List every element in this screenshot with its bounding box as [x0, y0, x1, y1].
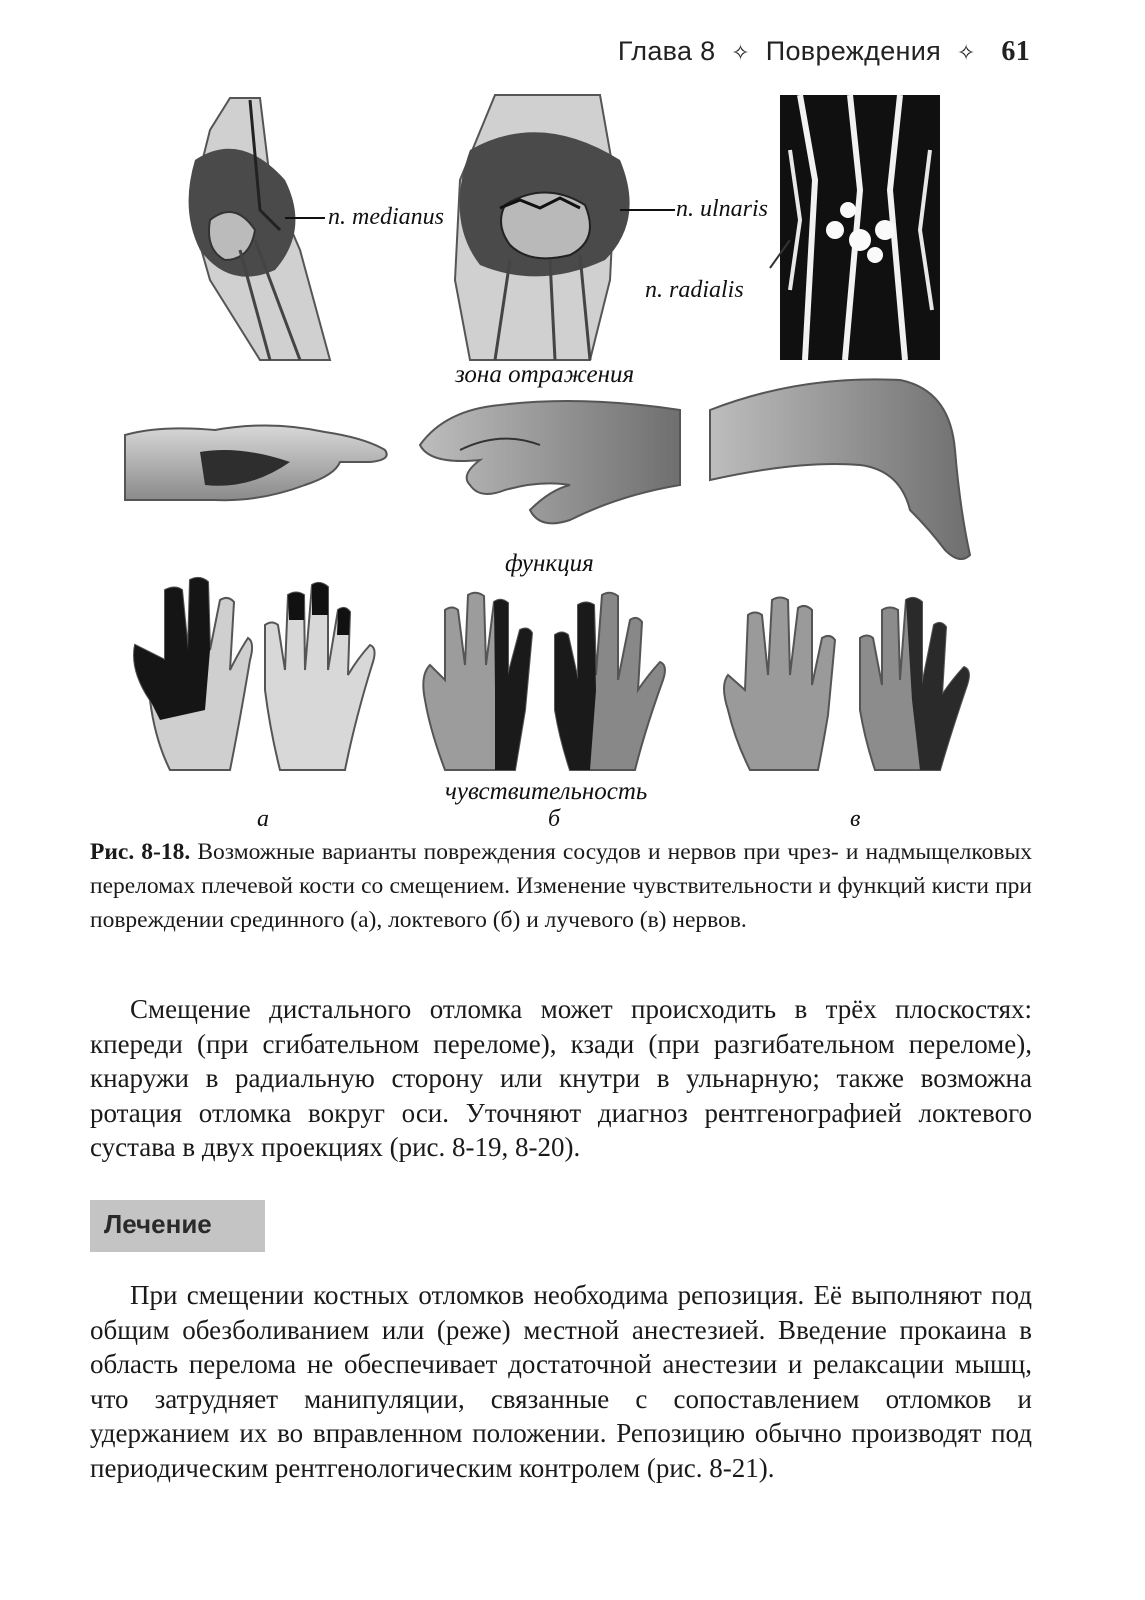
caption-text: Возможные варианты повреждения сосудов и нервов при чрез- и надмыщелковых переломах плечевой кости со смещением. Изменение чувствительности и функций кисти при повреждении срединного (а), локтевого (б) и лучевого (в) нервов.	[90, 839, 1033, 933]
function-hand-b	[420, 401, 680, 523]
panel-letter-b: б	[548, 806, 561, 832]
elbow-xray-c	[770, 95, 940, 360]
section-heading	[90, 1200, 265, 1252]
section-label: Повреждения	[765, 36, 942, 66]
sensitivity-hands-a	[134, 578, 375, 770]
elbow-illustration-a	[189, 98, 330, 360]
sensitivity-label: чувствительность	[445, 778, 648, 805]
paragraph-displacement: Смещение дистального отломка может происходить в трёх плоскостях: кпереди (при сгибательном переломе), кзади (при разгибательном переломе), кнаружи в радиальную сторону или кнутри в ульнарную; также возможна ротация отломка вокруг оси. Уточняют диагноз рентгенографией локтевого сустава в двух проекциях (рис. 8-19, 8-20).	[90, 994, 1032, 1162]
diamond-icon: ✧	[956, 40, 976, 65]
sensitivity-hands-c	[724, 598, 969, 771]
function-label: функция	[505, 550, 594, 577]
figure-illustration	[100, 90, 1045, 830]
figure-8-18	[100, 90, 1045, 830]
figure-number: Рис. 8-18.	[90, 839, 191, 865]
function-hand-c	[710, 379, 970, 559]
nerve-label-medianus: n. medianus	[328, 204, 444, 230]
diamond-icon: ✧	[731, 40, 750, 65]
section-heading-text: Лечение	[104, 1209, 212, 1239]
page-number: 61	[1001, 36, 1030, 67]
nerve-label-radialis: n. radialis	[645, 277, 744, 303]
nerve-label-ulnaris: n. ulnaris	[676, 196, 769, 222]
figure-caption	[90, 835, 1032, 937]
function-hand-a	[125, 425, 387, 500]
zone-label: зона отражения	[455, 361, 635, 388]
sensitivity-hands-b	[423, 593, 665, 770]
panel-letter-a: а	[257, 806, 269, 832]
paragraph-treatment: При смещении костных отломков необходима репозиция. Её выполняют под общим обезболиванием или (реже) местной анестезией. Введение прокаина в область перелома не обеспечивает достаточной анестезии и релаксации мышц, что затрудняет манипуляции, связанные с сопоставлением отломков и удержанием их во вправленном положении. Репозицию обычно производят под периодическим рентгенологическим контролем (рис. 8-21).	[90, 1280, 1032, 1483]
chapter-label: Глава 8	[617, 36, 716, 66]
panel-letter-c: в	[850, 806, 861, 832]
elbow-illustration-b	[455, 95, 675, 360]
running-header	[618, 36, 1030, 68]
